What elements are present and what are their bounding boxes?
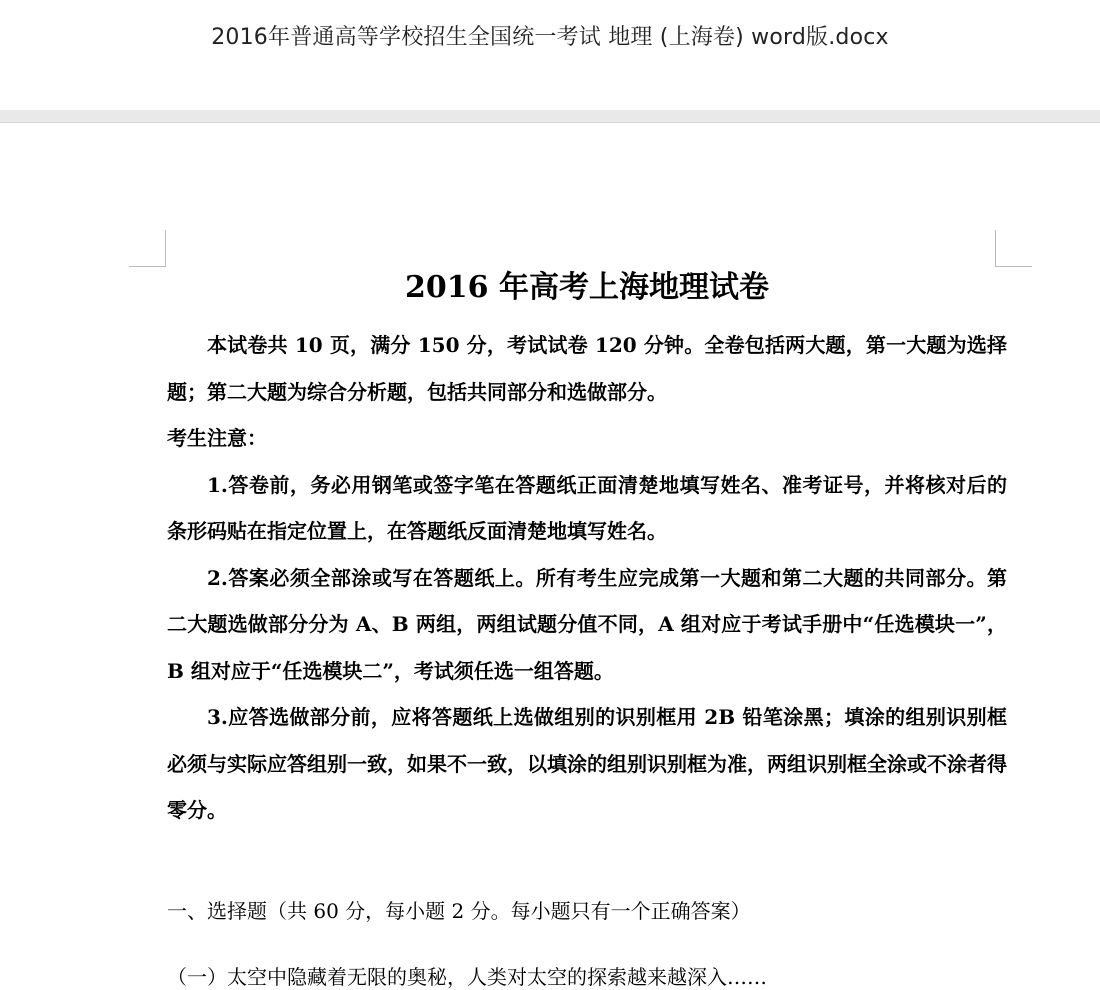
subsection-heading: （一）太空中隐藏着无限的奥秘，人类对太空的探索越来越深入…… (167, 964, 767, 989)
note-1: 1.答卷前，务必用钢笔或签字笔在答题纸正面清楚地填写姓名、准考证号，并将核对后的条形码贴在指定位置上，在答题纸反面清楚地填写姓名。 (167, 472, 1007, 543)
note-3: 3.应答选做部分前，应将答题纸上选做组别的识别框用 2B 铅笔涂黑；填涂的组别识别框必须与实际应答组别一致，如果不一致，以填涂的组别识别框为准，两组识别框全涂或不涂者得零分。 (167, 705, 1007, 822)
notice-label: 考生注意： (167, 426, 267, 450)
intro-paragraph: 本试卷共 10 页，满分 150 分，考试试卷 120 分钟。全卷包括两大题，第一大题为选择题；第二大题为综合分析题，包括共同部分和选做部分。 (167, 333, 1007, 404)
document-title-bar (0, 0, 1100, 110)
note-2: 2.答案必须全部涂或写在答题纸上。所有考生应完成第一大题和第二大题的共同部分。第二大题选做部分分为 A、B 两组，两组试题分值不同，A 组对应于考试手册中“任选模块一”，B 组对应于“任选模块二”，考试须任选一组答题。 (167, 565, 1007, 683)
page-content (167, 266, 1007, 990)
document-title: 2016年普通高等学校招生全国统一考试 地理 (上海卷) word版.docx (211, 25, 889, 50)
exam-heading: 2016 年高考上海地理试卷 (405, 270, 769, 305)
section-heading: 一、选择题（共 60 分，每小题 2 分。每小题只有一个正确答案） (167, 898, 751, 923)
margin-marker-top-left (129, 230, 166, 267)
margin-marker-top-right (995, 230, 1032, 267)
viewer-separator (0, 110, 1100, 122)
